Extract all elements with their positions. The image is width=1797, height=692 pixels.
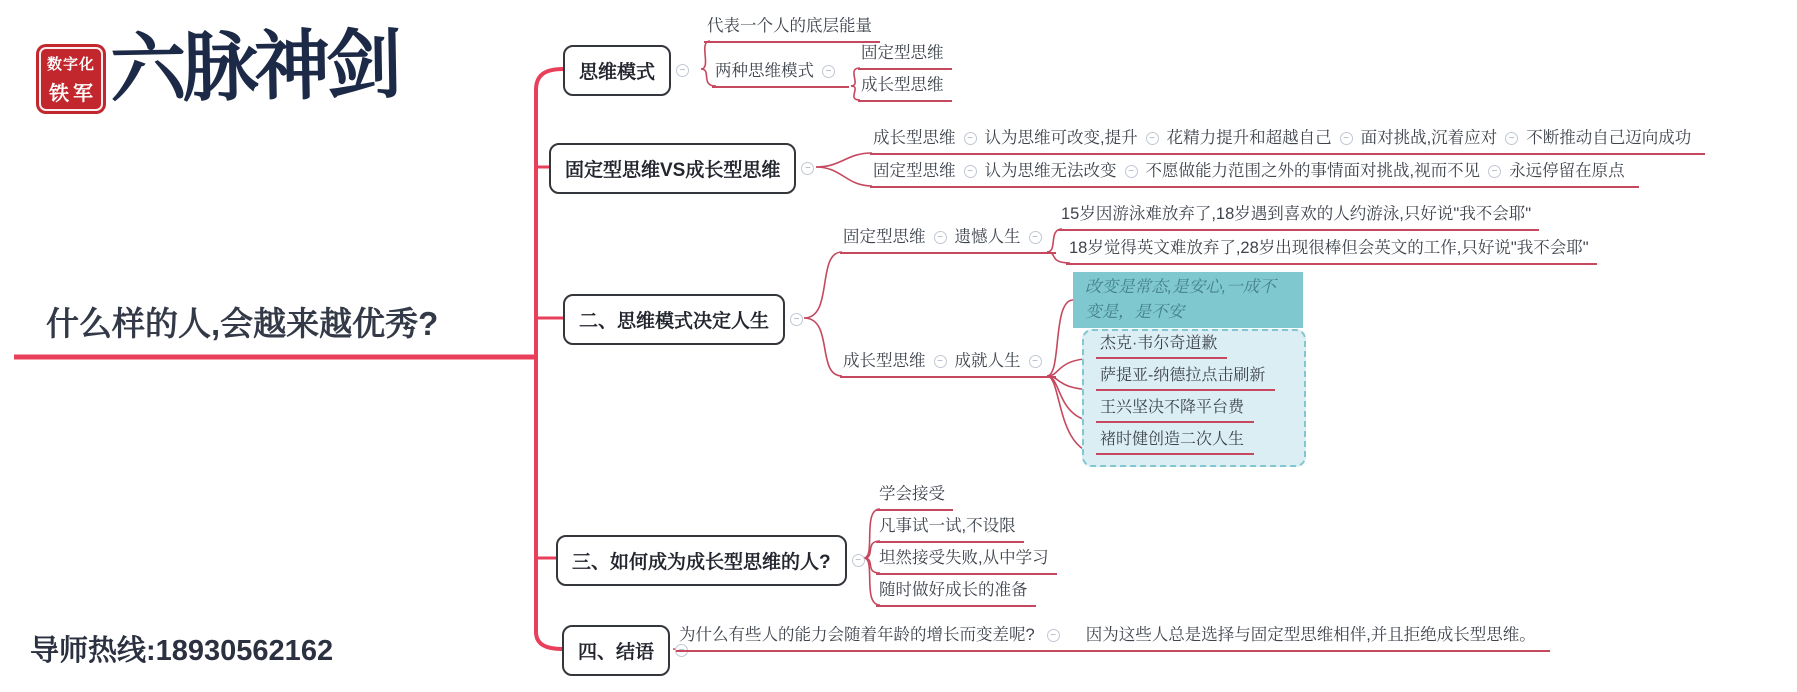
collapse-icon[interactable]: − bbox=[790, 313, 803, 326]
two-modes-label[interactable]: 两种思维模式 bbox=[715, 62, 814, 80]
chain-topic[interactable]: 认为思维可改变,提升 bbox=[984, 129, 1138, 147]
boundary-item-nadella[interactable]: 萨提亚-纳德拉点击刷新 bbox=[1096, 365, 1275, 391]
branch2-node bbox=[549, 143, 814, 194]
chain-topic[interactable]: 花精力提升和超越自己 bbox=[1166, 129, 1332, 147]
seal-text-line1: 数字化 bbox=[46, 55, 95, 73]
collapse-icon[interactable]: − bbox=[1488, 165, 1501, 178]
collapse-icon[interactable]: − bbox=[822, 65, 835, 78]
collapse-icon[interactable]: − bbox=[934, 355, 947, 368]
b4-item-ready-to-grow[interactable]: 随时做好成长的准备 bbox=[876, 580, 1036, 607]
brand-logotype: 六脉神剑 bbox=[109, 19, 399, 114]
regret-life-label[interactable]: 遗憾人生 bbox=[954, 228, 1021, 246]
b4-item-accept[interactable]: 学会接受 bbox=[876, 484, 953, 511]
conclusion-question[interactable]: 为什么有些人的能力会随着年龄的增长而变差呢? bbox=[679, 626, 1035, 644]
b4-item-try[interactable]: 凡事试一试,不设限 bbox=[876, 516, 1024, 543]
conclusion-answer[interactable]: 因为这些人总是选择与固定型思维相伴,并且拒绝成长型思维。 bbox=[1085, 626, 1536, 644]
achieve-life-label[interactable]: 成就人生 bbox=[954, 352, 1021, 370]
main-topic-1[interactable]: 思维模式 bbox=[563, 45, 671, 96]
b1-topic-growth[interactable]: 成长型思维 bbox=[858, 75, 952, 102]
chain-topic[interactable]: 认为思维无法改变 bbox=[984, 162, 1117, 180]
collapse-icon[interactable]: − bbox=[1029, 231, 1042, 244]
collapse-icon[interactable]: − bbox=[852, 554, 865, 567]
branch5-node bbox=[562, 625, 688, 676]
central-topic[interactable]: 什么样的人,会越来越优秀? bbox=[46, 305, 439, 342]
chain-topic[interactable]: 固定型思维 bbox=[873, 162, 956, 180]
b4-item-learn-from-failure[interactable]: 坦然接受失败,从中学习 bbox=[876, 548, 1057, 575]
b3-growth-row bbox=[840, 351, 1056, 378]
b5-qa-row bbox=[676, 625, 1550, 652]
chain-topic[interactable]: 不断推动自己迈向成功 bbox=[1526, 129, 1692, 147]
collapse-icon[interactable]: − bbox=[801, 162, 814, 175]
b2-growth-chain bbox=[870, 128, 1705, 155]
collapse-icon[interactable]: − bbox=[934, 231, 947, 244]
collapse-icon[interactable]: − bbox=[1146, 132, 1159, 145]
main-topic-3[interactable]: 二、思维模式决定人生 bbox=[563, 294, 785, 345]
b3-example-swim[interactable]: 15岁因游泳难放弃了,18岁遇到喜欢的人约游泳,只好说"我不会耶" bbox=[1058, 204, 1539, 231]
hotline-text: 导师热线:18930562162 bbox=[30, 635, 334, 667]
branch4-node bbox=[556, 535, 865, 586]
boundary-item-chushijian[interactable]: 褚时健创造二次人生 bbox=[1096, 429, 1254, 455]
collapse-icon[interactable]: − bbox=[964, 165, 977, 178]
collapse-icon[interactable]: − bbox=[1340, 132, 1353, 145]
b2-fixed-chain bbox=[870, 161, 1639, 188]
chain-topic[interactable]: 成长型思维 bbox=[873, 129, 956, 147]
collapse-icon[interactable]: − bbox=[964, 132, 977, 145]
collapse-icon[interactable]: − bbox=[675, 644, 688, 657]
boundary-item-welch[interactable]: 杰克·韦尔奇道歉 bbox=[1096, 333, 1227, 359]
seal-text-line2: 铁军 bbox=[49, 82, 97, 105]
chain-topic[interactable]: 永远停留在原点 bbox=[1509, 162, 1625, 180]
b1-topic-fixed[interactable]: 固定型思维 bbox=[858, 43, 952, 70]
collapse-icon[interactable]: − bbox=[1047, 629, 1060, 642]
summary-callout[interactable]: 改变是常态,是安心,一成不变是，是不安 bbox=[1073, 272, 1303, 328]
branch1-node bbox=[563, 45, 689, 96]
growth-mindset-label[interactable]: 成长型思维 bbox=[843, 352, 926, 370]
chain-topic[interactable]: 不愿做能力范围之外的事情面对挑战,视而不见 bbox=[1145, 162, 1481, 180]
brand-seal-inner bbox=[39, 47, 103, 111]
main-topic-4[interactable]: 三、如何成为成长型思维的人? bbox=[556, 535, 847, 586]
collapse-icon[interactable]: − bbox=[1125, 165, 1138, 178]
main-topic-2[interactable]: 固定型思维VS成长型思维 bbox=[549, 143, 796, 194]
branch3-node bbox=[563, 294, 803, 345]
b1-topic-energy[interactable]: 代表一个人的底层能量 bbox=[704, 16, 880, 43]
collapse-icon[interactable]: − bbox=[1029, 355, 1042, 368]
b1-topic-two-modes bbox=[712, 61, 849, 88]
boundary-item-wangxing[interactable]: 王兴坚决不降平台费 bbox=[1096, 397, 1254, 423]
fixed-mindset-label[interactable]: 固定型思维 bbox=[843, 228, 926, 246]
collapse-icon[interactable]: − bbox=[1505, 132, 1518, 145]
main-topic-5[interactable]: 四、结语 bbox=[562, 625, 670, 676]
chain-topic[interactable]: 面对挑战,沉着应对 bbox=[1360, 129, 1498, 147]
collapse-icon[interactable]: − bbox=[676, 64, 689, 77]
b3-example-english[interactable]: 18岁觉得英文难放弃了,28岁出现很棒但会英文的工作,只好说"我不会耶" bbox=[1066, 238, 1597, 265]
b3-fixed-row bbox=[840, 227, 1056, 254]
brand-seal bbox=[36, 44, 106, 114]
